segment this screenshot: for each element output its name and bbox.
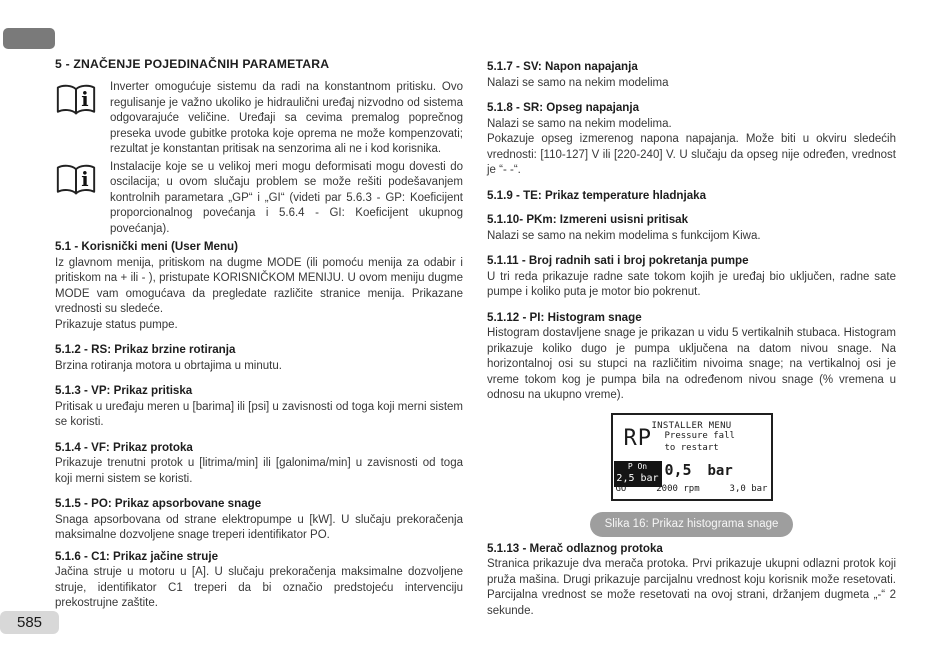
section-heading-5-1-13: 5.1.13 - Merač odlaznog protoka [487, 541, 663, 555]
lcd-status-bar [616, 482, 768, 498]
section-body-5-1-11: U tri reda prikazuje radne sate tokom kojih je uređaj bio uključen, radne sate pumpe i koliko puta je motor bio pokrenut. [487, 270, 896, 298]
lcd-display [611, 413, 773, 501]
lcd-menu-title: INSTALLER MENU [651, 420, 732, 431]
section-body-5-1: Iz glavnom menija, pritiskom na dugme MODE (ili pomoću menija za odabir i pritiskom na + ili - ), pristupate KORISNIČKOM MENIJU. U ovom meniju dugme MODE vam omogućava da pregledate različite stranice menija. Prikazane vrednosti su sledeće. [55, 256, 463, 315]
section-heading-5-1-7: 5.1.7 - SV: Napon napajanja [487, 60, 638, 73]
chapter-tab [3, 28, 55, 49]
lcd-value: 0,5 [664, 460, 692, 479]
figure-caption: Slika 16: Prikaz histograma snage [590, 512, 794, 537]
section-heading-5-1-3: 5.1.3 - VP: Prikaz pritiska [55, 384, 193, 397]
section-heading-5-1-9: 5.1.9 - TE: Prikaz temperature hladnjaka [487, 188, 707, 202]
right-column [487, 56, 896, 619]
lcd-status-bar-value: 3,0 bar [729, 484, 768, 494]
lcd-status-rpm: 2000 rpm [656, 484, 700, 494]
lcd-status-go: GO [615, 484, 627, 494]
section-heading-5-1-8: 5.1.8 - SR: Opseg napajanja [487, 101, 640, 114]
section-heading-5-1-10: 5.1.10- PKm: Izmereni usisni pritisak [487, 213, 689, 226]
page-number-badge [0, 611, 59, 634]
section-body-5-1-10: Nalazi se samo na nekim modelima s funkcijom Kiwa. [487, 229, 761, 242]
section-body2-5-1-8: Pokazuje opseg izmerenog napona napajanja. Može biti u okviru sledećih vrednosti: [110-127] V ili [220-240] V. U slučaju da opseg nije određen, vrednost je “- -“. [487, 133, 896, 176]
section-body-5-1-2: Brzina rotiranja motora u obrtajima u minutu. [55, 359, 282, 372]
section-body-5-1-4: Prikazuje trenutni protok u [litrima/min] ili [galonima/min] u zavisnosti od toga koji merni sistem se koristi. [55, 457, 463, 485]
section-heading-5-1-5: 5.1.5 - PO: Prikaz apsorbovane snage [55, 497, 262, 510]
section-body-5-1-5: Snaga apsorbovana od strane elektropumpe u [kW]. U slučaju prekoračenja maksimalne dozvoljene snage treperi identifikator PO. [55, 513, 463, 541]
page-number: 585 [16, 614, 43, 631]
lcd-unit: bar [707, 462, 733, 479]
lcd-desc-line2: to restart [664, 442, 719, 453]
section-heading-5-1-2: 5.1.2 - RS: Prikaz brzine rotiranja [55, 343, 236, 356]
lcd-desc-line1: Pressure fall [664, 430, 735, 441]
section-heading-5-1-12: 5.1.12 - PI: Histogram snage [487, 310, 642, 324]
section-body-5-1-7: Nalazi se samo na nekim modelima [487, 76, 669, 89]
figure-16 [487, 413, 896, 537]
section-heading-5-1-4: 5.1.4 - VF: Prikaz protoka [55, 440, 193, 454]
info-note [55, 80, 463, 158]
section-body-5-1-8: Nalazi se samo na nekim modelima. [487, 117, 672, 130]
section-body-5-1-12: Histogram dostavljene snage je prikazan u vidu 5 vertikalnih stubaca. Histogram prikazuje koliko dugo je pumpa uključena na datom nivou snage. Na horizontalnoj osi su stupci na različitim nivoima snage; na vertikalnoj osi je vreme tokom kog je pumpa bila na određenom nivou snage (% vremena u odnosu na ukupno vreme). [487, 327, 896, 401]
section-heading-5-1-6: 5.1.6 - C1: Prikaz jačine struje [55, 549, 219, 563]
lcd-param-description [665, 430, 735, 454]
note-text: Inverter omogućuje sistemu da radi na konstantnom pritisku. Ovo regulisanje je važno ukoliko je hidraulični uređaj nizvodno od sistema odgovarajuće veličine. Uređaji sa cevima premalog poprečnog preseka uvode gubitke protoka koje oprema ne može kompenzovati; rezultat je konstantan pritisak na senzorima ali ne i kod korisnika. [110, 81, 463, 155]
section-body-5-1-6: Jačina struje u motoru u [A]. U slučaju prekoračenja maksimalne dozvoljene struje, identifikator C1 treperi da bi označio predstojeću intervenciju prekostrujne zaštite. [55, 566, 463, 609]
open-book-info-icon [55, 80, 97, 158]
section-heading-5-1-11: 5.1.11 - Broj radnih sati i broj pokretanja pumpe [487, 254, 749, 267]
svg-text:i: i [81, 167, 89, 191]
section-heading-5-1: 5.1 - Korisnički meni (User Menu) [55, 240, 238, 253]
pump-status-line: Prikazuje status pumpe. [55, 318, 178, 331]
open-book-info-icon [55, 160, 97, 238]
section-body-5-1-3: Pritisak u uređaju meren u [barima] ili [psi] u zavisnosti od toga koji merni sistem se koristi. [55, 400, 463, 428]
note-text: Instalacije koje se u velikoj meri mogu deformisati mogu dovesti do oscilacija; u ovom slučaju problem se može rešiti podešavanjem kontrolnih parametara „GP“ i „GI“ (videti par 5.6.3 - GP: Koeficijent proporcionalnog povećanja i 5.6.4 - GI: Koeficijent ukupnog povećanja). [110, 160, 463, 235]
lcd-invbox-line2: 2,5 bar [616, 472, 659, 484]
lcd-invbox-line1: P On [627, 461, 648, 471]
section-body-5-1-13: Stranica prikazuje dva merača protoka. Prvi prikazuje ukupni odlazni protok koji pruža mašina. Drugi prikazuje parcijalnu vrednost koju korisnik može resetovati. Parcijalna vrednost se može resetovati na ovoj strani, držanjem dugmeta „-“ 2 sekunde. [487, 558, 896, 617]
page-title: 5 - ZNAČENJE POJEDINAČNIH PARAMETARA [55, 57, 330, 71]
svg-text:i: i [81, 88, 89, 112]
left-column [55, 56, 463, 612]
info-note [55, 160, 463, 238]
lcd-param-code: RP [623, 425, 652, 451]
